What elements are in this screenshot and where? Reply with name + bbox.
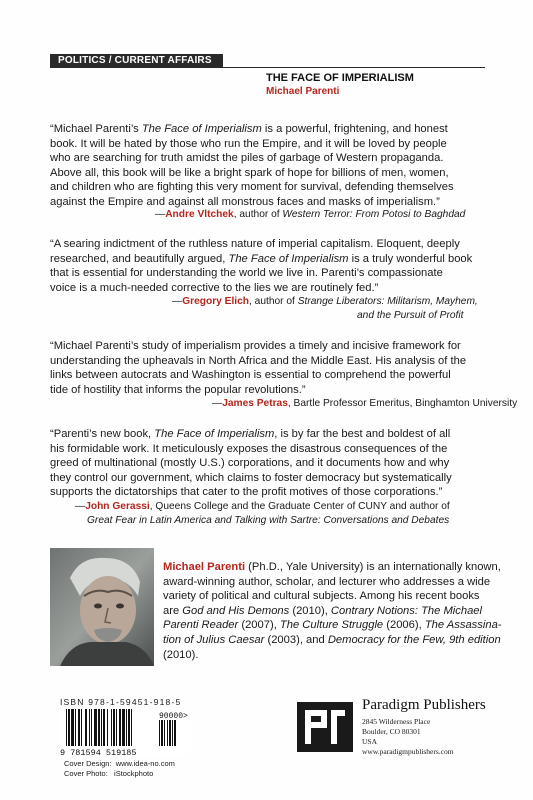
barcode-bar	[71, 709, 74, 746]
barcode-addon-bar	[174, 720, 176, 746]
address-line: www.paradigmpublishers.com	[362, 747, 454, 756]
barcode-bar	[68, 709, 70, 746]
book-author: Michael Parenti	[266, 86, 340, 97]
blurb-gerassi	[50, 427, 452, 500]
address-line: 2845 Wilderness Place	[362, 717, 431, 726]
attribution-gerassi: —John Gerassi, Queens College and the Graduate Center of CUNY and author of	[75, 501, 450, 512]
barcode-bar	[98, 709, 100, 746]
blurb-petras	[50, 339, 466, 397]
category-label: POLITICS / CURRENT AFFAIRS	[58, 55, 212, 66]
blurb-line: tide of hostility that informs the popular revolutions.”	[50, 383, 306, 396]
blurb-line: links between autocrats and Washington is essential to comprehend the powerful	[50, 369, 451, 382]
blurb-line: book. It will be hated by those who run the Empire, and it will be loved by people	[50, 137, 447, 150]
barcode-bar	[91, 709, 92, 746]
attribution-name: John Gerassi	[85, 501, 150, 512]
barcode-bar	[89, 709, 90, 746]
blurb-line: understanding the upheavals in North Africa and the Middle East. His analysis of the	[50, 354, 467, 367]
bio-line: tion of Julius Caesar (2003), and Democracy for the Few, 9th edition	[163, 633, 501, 646]
attribution-name: Andre Vltchek	[165, 209, 234, 220]
blurb-vltchek	[50, 122, 454, 210]
barcode-bar	[75, 709, 76, 746]
publisher-name: Paradigm Publishers	[362, 697, 486, 713]
barcode-bar	[101, 709, 102, 746]
barcode-addon-bar	[159, 720, 160, 746]
barcode-bar	[131, 709, 132, 746]
bio-line: award-winning author, scholar, and lecturer who addresses a wide	[163, 575, 491, 588]
attribution-work-cont: Great Fear in Latin America and Talking with Sartre: Conversations and Debates	[87, 515, 450, 526]
attribution-petras: —James Petras, Bartle Professor Emeritus, Binghamton University	[212, 398, 518, 409]
barcode-bar	[85, 709, 87, 746]
barcode-addon-bar	[167, 720, 168, 746]
blurb-line: they control our government, which claims to foster democracy but systematically	[50, 471, 452, 484]
attribution-work-cont: and the Pursuit of Profit	[357, 310, 464, 321]
blurb-line: supports the dictatorships that cater to the profit motives of those corporations.”	[50, 486, 443, 499]
barcode-bar	[116, 709, 117, 746]
barcode-graphic	[60, 709, 190, 756]
bio-line: are God and His Demons (2010), Contrary Notions: The Michael	[163, 604, 483, 617]
bio-line: variety of political and cultural subjects. Among his recent books	[163, 590, 480, 603]
barcode-bar	[113, 709, 115, 746]
barcode-bar	[78, 709, 80, 746]
barcode-bar	[111, 709, 112, 746]
barcode-bar	[81, 709, 82, 746]
blurb-line: voice is a much-needed corrective to the lies we are routinely fed.”	[50, 281, 379, 294]
barcode-bar	[107, 709, 108, 746]
cover-credits	[64, 759, 175, 779]
isbn-text: ISBN 978-1-59451-918-5	[60, 697, 182, 707]
blurb-line: and children who are fighting this very moment for survival, defending themselves	[50, 181, 454, 194]
blurb-line: greed of multinational (mostly U.S.) corporations, and it documents how and why	[50, 457, 450, 470]
blurb-line: “Michael Parenti’s study of imperialism provides a timely and incisive framework for	[50, 340, 461, 352]
blurb-elich	[50, 237, 472, 295]
barcode-addon-bar	[164, 720, 165, 746]
header-rule	[223, 67, 485, 68]
attribution-name: James Petras	[222, 398, 288, 409]
publisher-address	[362, 717, 454, 757]
address-line: USA	[362, 737, 378, 746]
blurb-line: researched, and beautifully argued, The Face of Imperialism is a truly wonderful book	[50, 252, 473, 265]
credit-label: Cover Photo:	[64, 769, 108, 778]
publisher-logo	[297, 702, 353, 752]
blurb-line: “Parenti’s new book, The Face of Imperialism, is by far the best and boldest of all	[50, 428, 451, 440]
attribution-vltchek: —Andre Vltchek, author of Western Terror: From Potosi to Baghdad	[155, 209, 466, 220]
bio-line: Parenti Reader (2007), The Culture Struggle (2006), The Assassina-	[163, 619, 502, 632]
author-photo	[50, 548, 154, 666]
blurb-line: Above all, this book will be like a bright spark of hope for billions of men, women,	[50, 166, 449, 179]
blurb-line: who are searching for truth amidst the piles of garbage of Western propaganda.	[50, 152, 444, 165]
attribution-elich: —Gregory Elich, author of Strange Liberators: Militarism, Mayhem,	[172, 296, 478, 307]
barcode-bar	[126, 709, 127, 746]
barcode-bar	[103, 709, 105, 746]
blurb-line: his formidable work. It meticulously exposes the disastrous consequences of the	[50, 442, 448, 455]
credit-value: www.idea-no.com	[115, 759, 175, 768]
blurb-line: “Michael Parenti’s The Face of Imperialism is a powerful, frightening, and honest	[50, 123, 448, 135]
barcode-bar	[122, 709, 125, 746]
bio-line: (2010).	[163, 648, 199, 661]
author-bio: Michael Parenti (Ph.D., Yale University) is an internationally known, award-winning author, scholar, and lecturer who addresses a wide variety of political and cultural subjects. Among his recent books are God and His Demons (2010), Contrary Notions: The Michael Parenti Reader (2007), The Culture Struggle (2006), The Assassina- tion of Julius Caesar (2003), and Democracy for the Few, 9th edition (2010).	[163, 561, 502, 661]
address-line: Boulder, CO 80301	[362, 727, 421, 736]
barcode-bar	[119, 709, 121, 746]
barcode-addon-bar	[172, 720, 173, 746]
book-title: THE FACE OF IMPERIALISM	[266, 72, 414, 84]
barcode-bar	[128, 709, 130, 746]
blurb-line: “A searing indictment of the ruthless nature of imperial capitalism. Eloquent, deeply	[50, 238, 460, 250]
attribution-name: Gregory Elich	[182, 296, 249, 307]
credit-value: iStockphoto	[114, 769, 154, 778]
barcode-addon-bar	[169, 720, 171, 746]
blurb-line: that is essential for understanding the world we live in. Parenti’s compassionate	[50, 267, 443, 280]
barcode-bar	[66, 709, 67, 746]
blurb-line: against the Empire and against all monstrous faces and masks of imperialism.”	[50, 195, 440, 208]
barcode-addon-bar	[161, 720, 163, 746]
barcode-digits: 9 781594 519185	[60, 748, 137, 756]
bio-name: Michael Parenti	[163, 561, 246, 573]
credit-label: Cover Design:	[64, 759, 112, 768]
barcode-price-code: 90000>	[159, 712, 188, 721]
barcode-bar	[94, 709, 97, 746]
